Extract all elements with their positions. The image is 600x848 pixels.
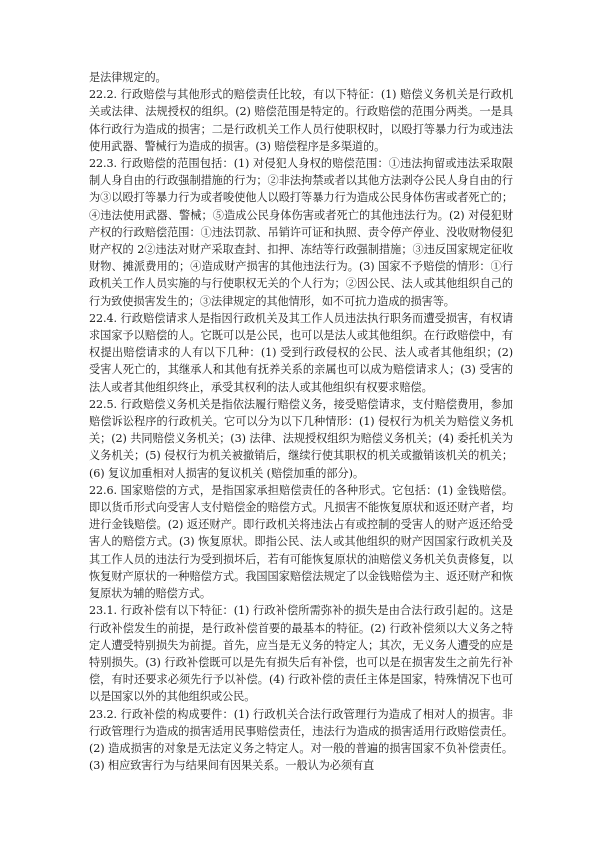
paragraph-22-6: 22.6. 国家赔偿的方式，是指国家承担赔偿责任的各种形式。它包括：(1) 金钱赔偿。即以货币形式向受害人支付赔偿金的赔偿方式。凡损害不能恢复原状和返还财产者，均进行金钱赔偿。(2) 返还财产。即行政机关将违法占有或控制的受害人的财产返还给受害人的赔偿方式。(3) 恢复原状。即指公民、法人或其他组织的财产因国家行政机关及其工作人员的违法行为受到损坏后，若有可能恢复原状的油赔偿义务机关负责修复，以恢复财产原状的一种赔偿方式。我国国家赔偿法规定了以金钱赔偿为主、返还财产和恢复原状为辅的赔偿方式。: [89, 483, 513, 601]
paragraph-23-2: 23.2. 行政补偿的构成要件：(1) 行政机关合法行政管理行为造成了相对人的损害。非行政管理行为造成的损害适用民事赔偿责任，违法行为造成的损害适用行政赔偿责任。(2) 造成损害的对象是无法定义务之特定人。对一般的普遍的损害国家不负补偿责任。(3) 相应致害行为与结果间有因果关系。一般认为必须有直: [89, 707, 513, 773]
paragraph-23-1: 23.1. 行政补偿有以下特征：(1) 行政补偿所需弥补的损失是由合法行政引起的。这是行政补偿发生的前提，是行政补偿首要的最基本的特征。(2) 行政补偿须以大义务之特定人遭受特别损失为前提。首先，应当是无义务的特定人；其次，无义务人遭受的应是特别损失。(3) 行政补偿既可以是先有损失后有补偿，也可以是在损害发生之前先行补偿，有时还要求必须先行予以补偿。(4) 行政补偿的责任主体是国家，特殊情况下也可以是国家以外的其他组织或公民。: [89, 604, 513, 704]
paragraph-22-4: 22.4. 行政赔偿请求人是指因行政机关及其工作人员违法执行职务而遭受损害，有权请求国家予以赔偿的人。它既可以是公民，也可以是法人或其他组织。在行政赔偿中，有权提出赔偿请求的人有以下几种：(1) 受到行政侵权的公民、法人或者其他组织；(2) 受害人死亡的，其继承人和其他有抚养关系的亲属也可以成为赔偿请求人；(3) 受害的法人或者其他组织终止，承受其权利的法人或其他组织有权要求赔偿。: [89, 311, 513, 394]
paragraph-22-5: 22.5. 行政赔偿义务机关是指依法履行赔偿义务，接受赔偿请求，支付赔偿费用，参加赔偿诉讼程序的行政机关。它可以分为以下几种情形：(1) 侵权行为机关为赔偿义务机关；(2) 共同赔偿义务机关；(3) 法律、法规授权组织为赔偿义务机关；(4) 委托机关为义务机关；(5) 侵权行为机关被撤销后，继续行使其职权的机关或撤销该机关的机关；(6) 复议加重相对人损害的复议机关 (赔偿加重的部分)。: [89, 397, 513, 480]
document-page: [89, 69, 513, 774]
paragraph-22-2: 22.2. 行政赔偿与其他形式的赔偿责任比较，有以下特征：(1) 赔偿义务机关是行政机关或法律、法规授权的组织。(2) 赔偿范围是特定的。行政赔偿的范围分两类。一是具体行政行为造成的损害；二是行政机关工作人员行使职权时，以殴打等暴力行为或违法使用武器、警械行为造成的损害。(3) 赔偿程序是多渠道的。: [89, 88, 513, 153]
paragraph-intro-fragment: 是法律规定的。: [89, 71, 167, 84]
paragraph-22-3: 22.3. 行政赔偿的范围包括：(1) 对侵犯人身权的赔偿范围：①违法拘留或违法采取限制人身自由的行政强制措施的行为；②非法拘禁或者以其他方法剥夺公民人身自由的行为③以殴打等暴力行为或者唆使他人以殴打等暴力行为造成公民身体伤害或者死亡的；④违法使用武器、警械；⑤造成公民身体伤害或者死亡的其他违法行为。(2) 对侵犯财产权的行政赔偿范围：①违法罚款、吊销许可证和执照、责令停产停业、没收财物侵犯财产权的 2②违法对财产采取查封、扣押、冻结等行政强制措施；③违反国家规定征收财物、摊派费用的；④造成财产损害的其他违法行为。(3) 国家不予赔偿的情形：①行政机关工作人员实施的与行使职权无关的个人行为；②因公民、法人或其他组织自己的行为致使损害发生的；③法律规定的其他情形，如不可抗力造成的损害等。: [89, 157, 513, 308]
